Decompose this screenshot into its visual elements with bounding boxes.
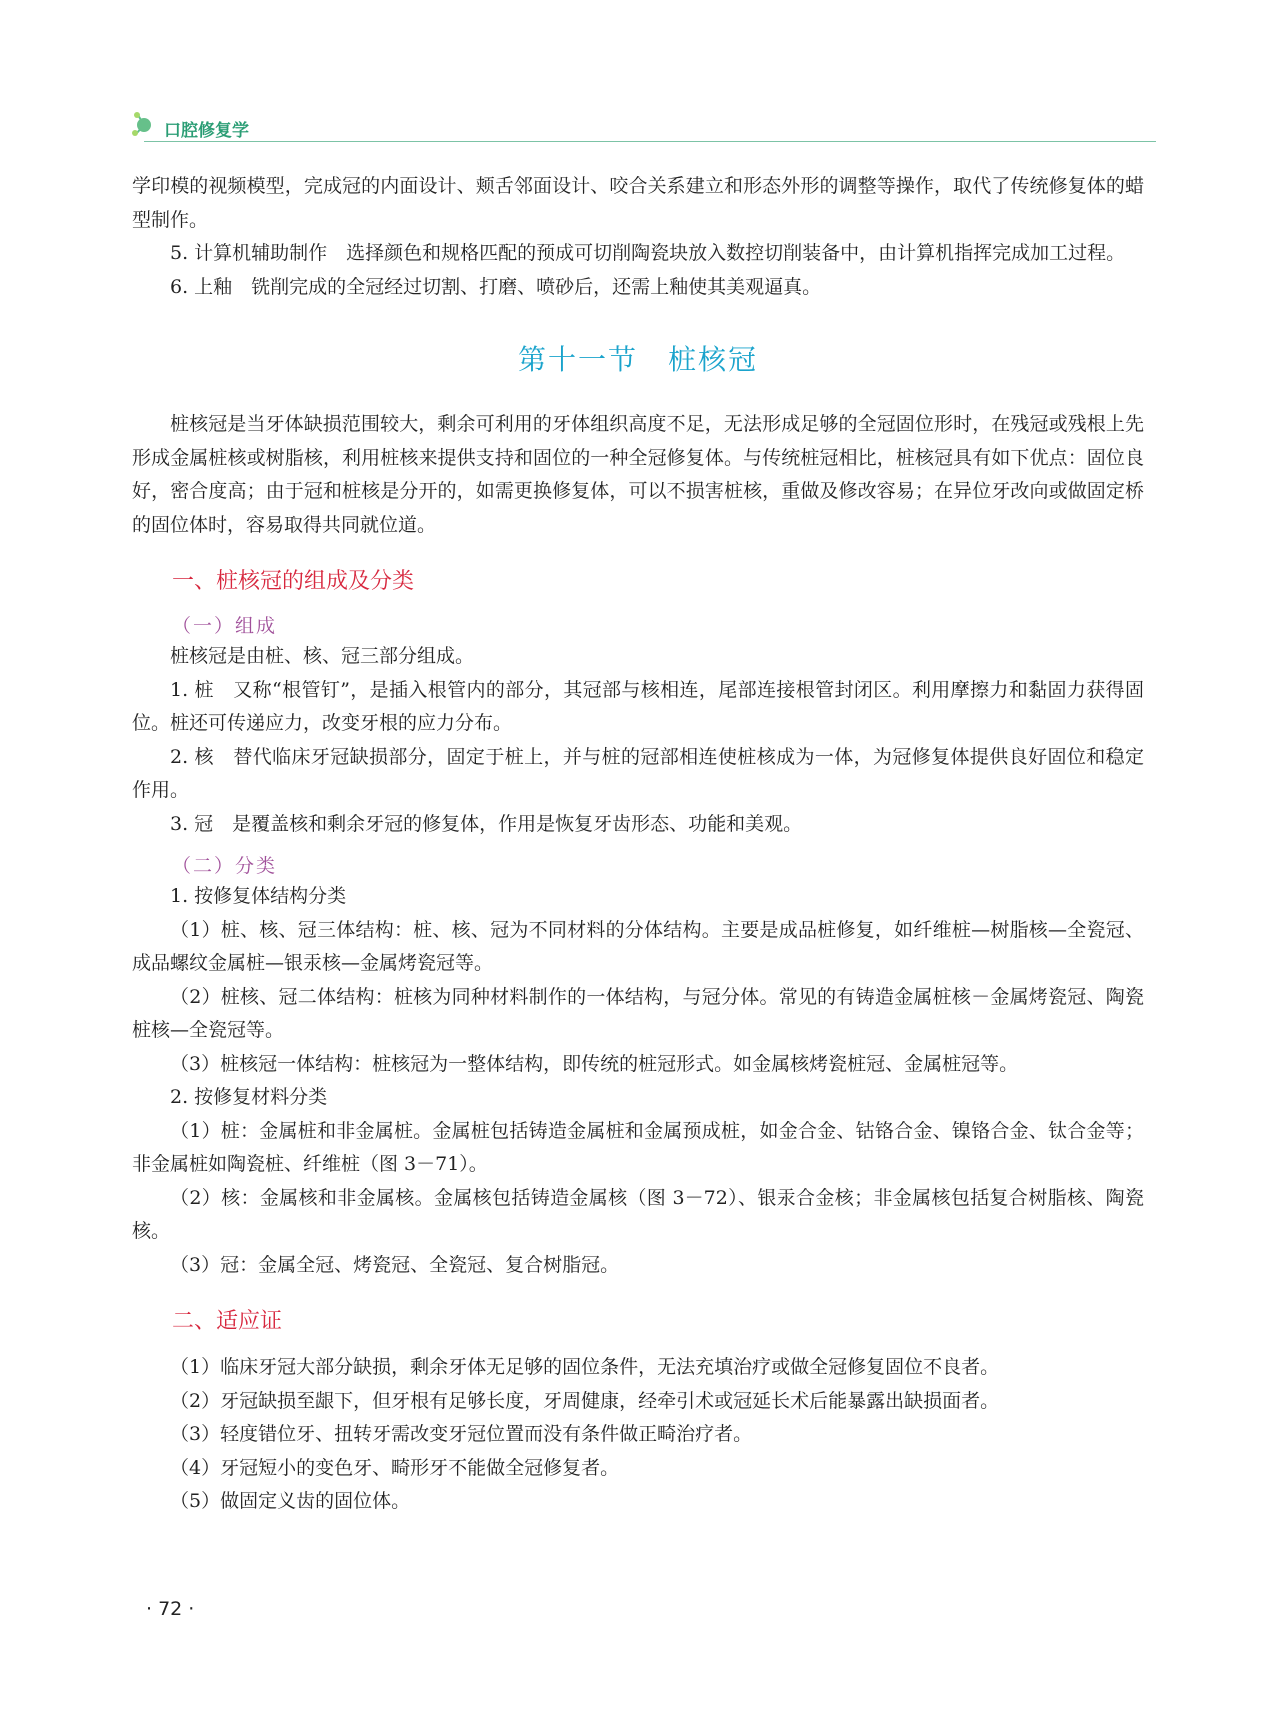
indication-item: （1）临床牙冠大部分缺损，剩余牙体无足够的固位条件，无法充填治疗或做全冠修复固位不良者。	[170, 1356, 1000, 1378]
intro-paragraph: 5. 计算机辅助制作 选择颜色和规格匹配的预成可切削陶瓷块放入数控切削装备中，由计算机指挥完成加工过程。	[170, 242, 1126, 264]
molecule-logo-icon	[130, 112, 154, 136]
composition-paragraph: 2. 核 替代临床牙冠缺损部分，固定于桩上，并与桩的冠部相连使桩核成为一体，为冠修复体提供良好固位和稳定作用。	[132, 745, 1144, 801]
running-header	[118, 100, 1158, 150]
classification-paragraph: 1. 按修复体结构分类	[170, 885, 347, 907]
composition-paragraph: 桩核冠是由桩、核、冠三部分组成。	[170, 645, 475, 667]
page-number: · 72 ·	[146, 1598, 195, 1620]
indication-item: （4）牙冠短小的变色牙、畸形牙不能做全冠修复者。	[170, 1456, 620, 1479]
classification-paragraph: （1）桩：金属桩和非金属桩。金属桩包括铸造金属桩和金属预成桩，如金合金、钴铬合金、镍铬合金、钛合金等；非金属桩如陶瓷桩、纤维桩（图 3－71）。	[132, 1119, 1144, 1175]
intro-paragraph: 6. 上釉 铣削完成的全冠经过切割、打磨、喷砂后，还需上釉使其美观逼真。	[170, 275, 822, 298]
classification-paragraph: （2）核：金属核和非金属核。金属核包括铸造金属核（图 3－72）、银汞合金核；非金属核包括复合树脂核、陶瓷核。	[132, 1186, 1144, 1242]
part1-heading: 一、桩核冠的组成及分类	[172, 569, 415, 594]
indication-item: （2）牙冠缺损至龈下，但牙根有足够长度，牙周健康，经牵引术或冠延长术后能暴露出缺损面者。	[170, 1389, 1000, 1412]
book-title: 口腔修复学	[164, 121, 249, 141]
classification-paragraph: （3）冠：金属全冠、烤瓷冠、全瓷冠、复合树脂冠。	[170, 1253, 620, 1276]
classification-paragraph: （1）桩、核、冠三体结构：桩、核、冠为不同材料的分体结构。主要是成品桩修复，如纤维桩—树脂核—全瓷冠、成品螺纹金属桩—银汞核—金属烤瓷冠等。	[132, 918, 1144, 974]
section-title: 第十一节 桩核冠	[517, 343, 758, 376]
sub1-heading: （一）组成	[172, 615, 278, 637]
part2-heading: 二、适应证	[172, 1309, 283, 1334]
classification-paragraph: （2）桩核、冠二体结构：桩核为同种材料制作的一体结构，与冠分体。常见的有铸造金属桩核－金属烤瓷冠、陶瓷桩核—全瓷冠等。	[132, 985, 1144, 1041]
section-intro-paragraph: 桩核冠是当牙体缺损范围较大，剩余可利用的牙体组织高度不足，无法形成足够的全冠固位形时，在残冠或残根上先形成金属桩核或树脂核，利用桩核来提供支持和固位的一种全冠修复体。与传统桩冠相比，桩核冠具有如下优点：固位良好，密合度高；由于冠和桩核是分开的，如需更换修复体，可以不损害桩核，重做及修改容易；在异位牙改向或做固定桥的固位体时，容易取得共同就位道。	[132, 413, 1144, 536]
composition-paragraph: 1. 桩 又称“根管钉”，是插入根管内的部分，其冠部与核相连，尾部连接根管封闭区。利用摩擦力和黏固力获得固位。桩还可传递应力，改变牙根的应力分布。	[132, 678, 1144, 734]
intro-paragraph: 学印模的视频模型，完成冠的内面设计、颊舌邻面设计、咬合关系建立和形态外形的调整等操作，取代了传统修复体的蜡型制作。	[132, 175, 1144, 231]
classification-paragraph: （3）桩核冠一体结构：桩核冠为一整体结构，即传统的桩冠形式。如金属核烤瓷桩冠、金属桩冠等。	[170, 1052, 1019, 1075]
indication-item: （3）轻度错位牙、扭转牙需改变牙冠位置而没有条件做正畸治疗者。	[170, 1423, 753, 1445]
indication-item: （5）做固定义齿的固位体。	[170, 1490, 411, 1512]
header-rule	[144, 141, 1156, 142]
composition-paragraph: 3. 冠 是覆盖核和剩余牙冠的修复体，作用是恢复牙齿形态、功能和美观。	[170, 812, 803, 835]
classification-paragraph: 2. 按修复材料分类	[170, 1086, 328, 1108]
sub2-heading: （二）分类	[172, 855, 278, 877]
page-content	[132, 170, 1144, 1519]
